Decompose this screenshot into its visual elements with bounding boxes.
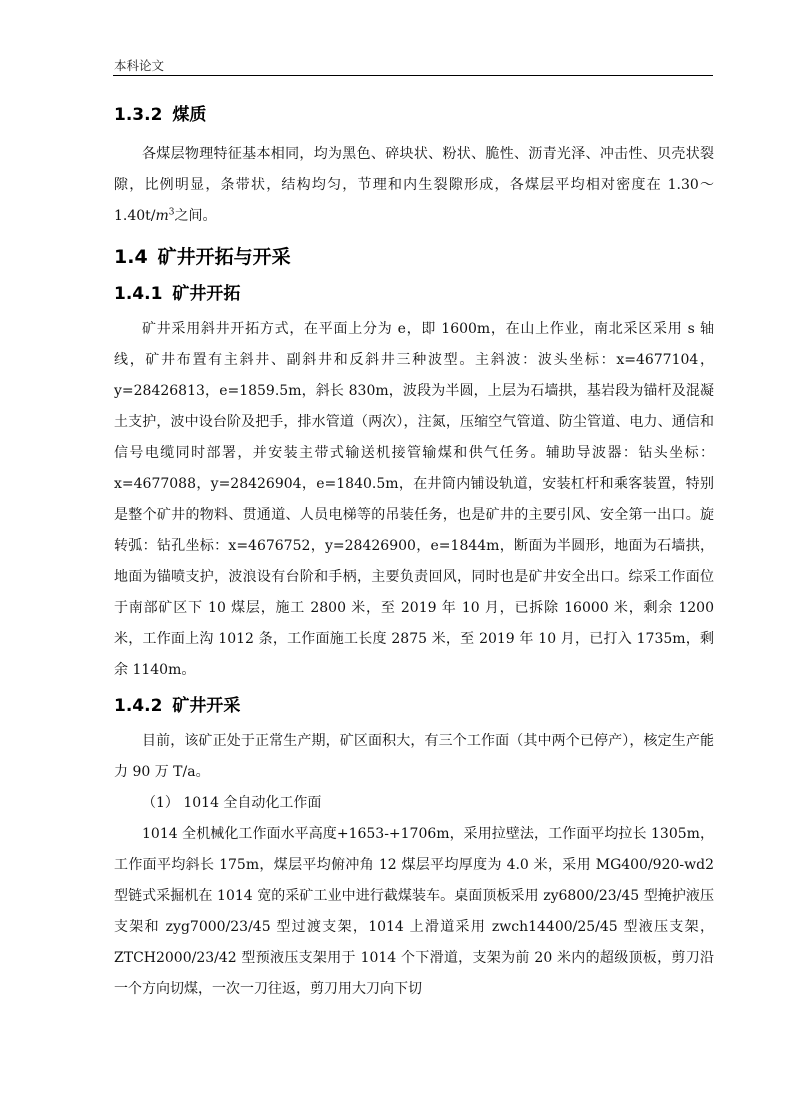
heading-number: 1.4.2 bbox=[114, 696, 163, 716]
header-rule bbox=[113, 75, 713, 76]
paragraph-mine-production: 目前，该矿正处于正常生产期，矿区面积大，有三个工作面（其中两个已停产），核定生产能力 90 万 T/a。 bbox=[114, 733, 714, 780]
paragraph-mine-development: 矿井采用斜井开拓方式，在平面上分为 e，即 1600m，在山上作业，南北采区采用 s 轴线，矿井布置有主斜井、副斜井和反斜井三种波型。主斜波：波头坐标：x=4677104，y=28426813，e=1859.5m，斜长 830m，波段为半圆，上层为石墙拱，基岩段为锚杆及混凝土支护，波中设台阶及把手，排水管道（两次），注氮，压缩空气管道、防尘管道、电力、通信和信号电缆同时部署，并安装主带式输送机接管输煤和供气任务。辅助导波器：钻头坐标：x=4677088，y=28426904，e=1840.5m，在井筒内铺设轨道，安装杠杆和乘客装置，特别是整个矿井的物料、贯通道、人员电梯等的吊装任务，也是矿井的主要引风、安全第一出口。旋转弧：钻孔坐标：x=4676752，y=28426900，e=1844m，断面为半圆形，地面为石墙拱，地面为锚喷支护，波浪设有台阶和手柄，主要负责回风，同时也是矿井安全出口。综采工作面位于南部矿区下 10 煤层，施工 2800 米，至 2019 年 10 月，已拆除 16000 米，剩余 1200 米，工作面上沟 1012 条，工作面施工长度 2875 米，至 2019 年 10 月，已打入 1735m，剩余 1140m。 bbox=[114, 321, 714, 678]
page-body bbox=[114, 96, 714, 1005]
heading-title: 矿井开拓与开采 bbox=[157, 246, 291, 268]
unit-m: m bbox=[155, 208, 169, 224]
heading-title: 矿井开拓 bbox=[172, 284, 241, 304]
paragraph-coal-quality bbox=[114, 139, 714, 232]
unit-superscript: 3 bbox=[168, 207, 175, 218]
paragraph-1014-face: 1014 全机械化工作面水平高度+1653-+1706m，采用拉壁法，工作面平均拉长 1305m，工作面平均斜长 175m，煤层平均俯冲角 12 煤层平均厚度为 4.0 米，采用 MG400/920-wd2 型链式采掘机在 1014 宽的采矿工业中进行截煤装车。桌面顶板采用 zy6800/23/45 型掩护液压支架和 zyg7000/23/45 型过渡支架，1014 上滑道采用 zwch14400/25/45 型液压支架，ZTCH2000/23/42 型预液压支架用于 1014 个下滑道，支架为前 20 米内的超级顶板，剪刀沿一个方向切煤，一次一刀往返，剪刀用大刀向下切 bbox=[114, 826, 714, 997]
heading-number: 1.4.1 bbox=[114, 284, 163, 304]
heading-number: 1.4 bbox=[114, 246, 148, 268]
list-item-1014: （1） 1014 全自动化工作面 bbox=[142, 795, 322, 811]
heading-number: 1.3.2 bbox=[114, 105, 163, 125]
heading-1-3-2 bbox=[114, 103, 714, 127]
heading-1-4 bbox=[114, 244, 714, 270]
paragraph-tail: 之间。 bbox=[174, 208, 217, 224]
running-header: 本科论文 bbox=[114, 58, 165, 73]
heading-1-4-2 bbox=[114, 694, 714, 718]
heading-title: 煤质 bbox=[172, 105, 207, 125]
heading-title: 矿井开采 bbox=[172, 696, 241, 716]
paragraph-text: 各煤层物理特征基本相同，均为黑色、碎块状、粉状、脆性、沥青光泽、冲击性、贝壳状裂隙，比例明显，条带状，结构均匀，节理和内生裂隙形成，各煤层平均相对密度在 1.30～1.40t/ bbox=[114, 146, 714, 224]
heading-1-4-1 bbox=[114, 282, 714, 306]
